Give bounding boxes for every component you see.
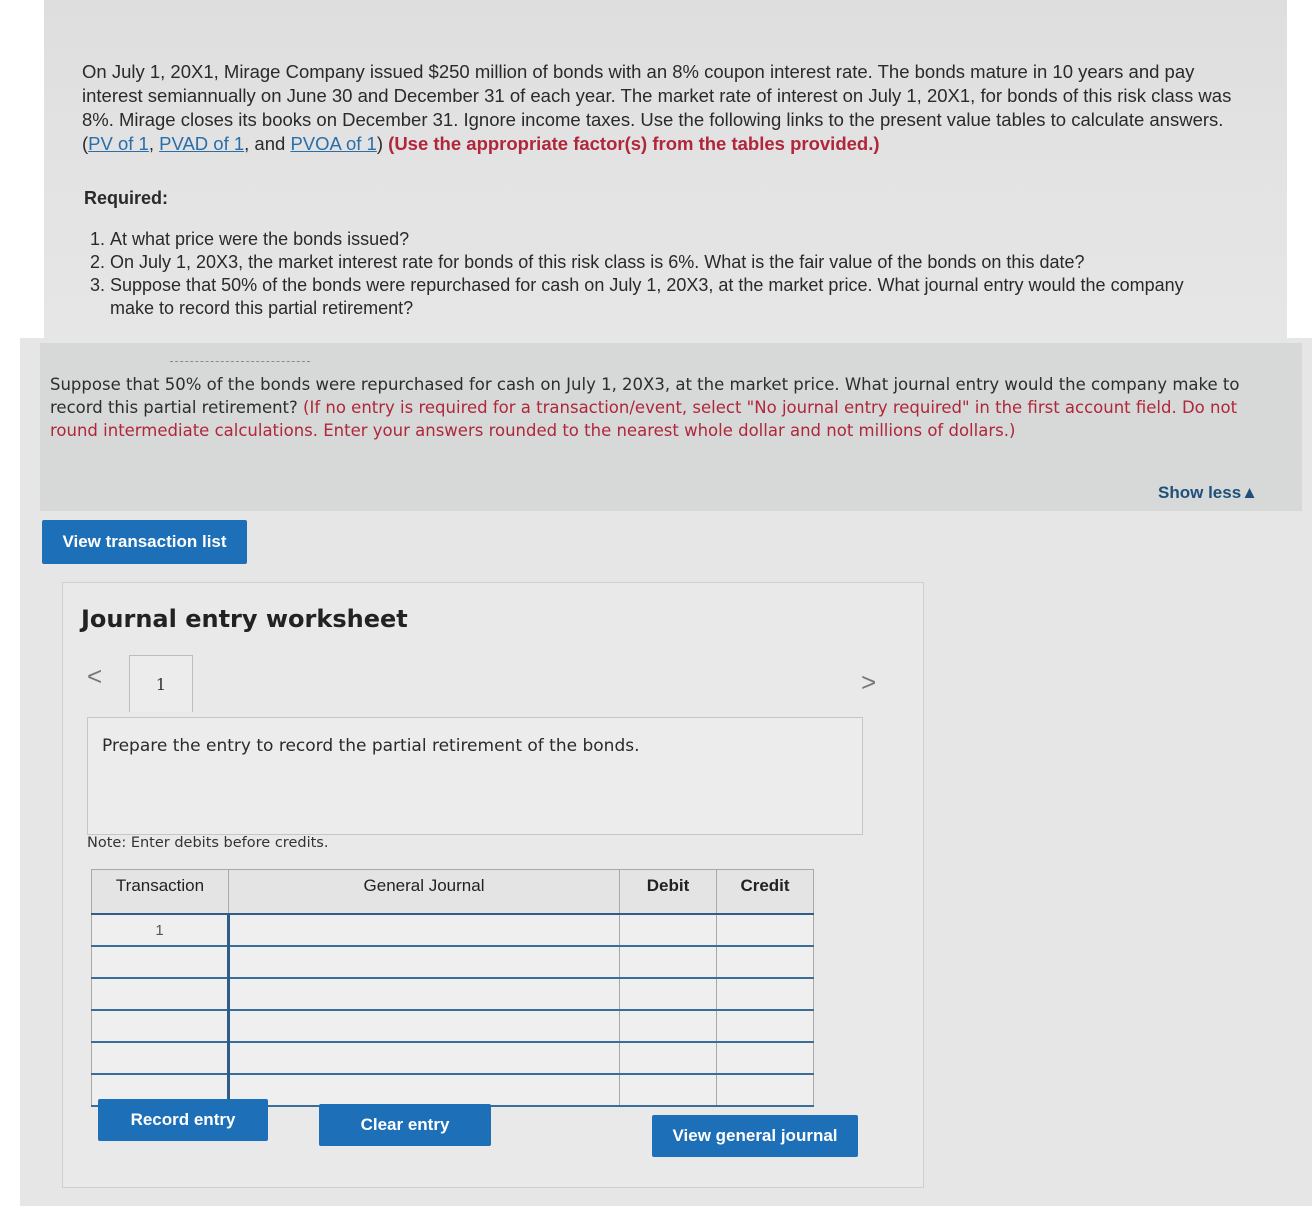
transaction-tab-1[interactable]: 1	[129, 655, 193, 712]
credit-input[interactable]	[717, 978, 814, 1010]
pvoa-of-1-link[interactable]: PVOA of 1	[290, 133, 377, 154]
debit-input[interactable]	[620, 1042, 717, 1074]
separator: )	[376, 133, 389, 154]
transaction-column-header: Transaction	[92, 870, 229, 915]
record-entry-button[interactable]: Record entry	[98, 1099, 268, 1141]
table-row	[92, 1010, 814, 1042]
problem-panel	[44, 0, 1287, 340]
banner-divider	[170, 347, 310, 362]
requirement-number: 1.	[90, 229, 106, 249]
show-less-toggle[interactable]: Show less▲	[1158, 483, 1258, 502]
debit-column-header: Debit	[620, 870, 717, 915]
table-row	[92, 914, 814, 946]
requirements-list	[90, 228, 1210, 320]
debit-input[interactable]	[620, 946, 717, 978]
separator: ,	[148, 133, 160, 154]
next-arrow-icon[interactable]: >	[861, 667, 877, 697]
problem-intro	[82, 60, 1242, 156]
credit-input[interactable]	[717, 946, 814, 978]
account-select[interactable]	[229, 1042, 620, 1074]
debit-input[interactable]	[620, 978, 717, 1010]
journal-header-row	[92, 870, 814, 915]
instruction-text: Prepare the entry to record the partial retirement of the bonds.	[102, 736, 640, 756]
account-select[interactable]	[229, 946, 620, 978]
clear-entry-button[interactable]: Clear entry	[319, 1104, 491, 1146]
account-select[interactable]	[229, 1074, 620, 1106]
question-main: Suppose that 50% of the bonds were repurchased for cash on July 1, 20X3, at the market price. What journal entry would the company make to record this partial retirement?	[50, 375, 1240, 417]
view-transaction-list-button[interactable]: View transaction list	[42, 520, 247, 564]
question-banner	[40, 343, 1302, 511]
required-label: Required:	[84, 188, 169, 208]
question-text	[50, 373, 1270, 442]
question-hint: (If no entry is required for a transaction/event, select "No journal entry required" in the first account field. Do not round intermediate calculations. Enter your answers rounded to the nearest whole dollar and not millions of dollars.)	[50, 398, 1238, 440]
debit-input[interactable]	[620, 914, 717, 946]
transaction-cell	[92, 978, 229, 1010]
separator: , and	[244, 133, 291, 154]
account-select[interactable]	[229, 1010, 620, 1042]
account-select[interactable]	[229, 914, 620, 946]
requirement-number: 3.	[90, 275, 106, 295]
factor-hint: (Use the appropriate factor(s) from the tables provided.)	[388, 133, 880, 154]
transaction-cell	[92, 1010, 229, 1042]
debits-note: Note: Enter debits before credits.	[87, 835, 329, 851]
view-general-journal-button[interactable]: View general journal	[652, 1115, 858, 1157]
table-row	[92, 978, 814, 1010]
problem-intro-text: On July 1, 20X1, Mirage Company issued $250 million of bonds with an 8% coupon interest rate. The bonds mature in 10 years and pay interest semiannually on June 30 and December 31 of each year. The market rate of interest on July 1, 20X1, for bonds of this risk class was 8%. Mirage closes its books on December 31. Ignore income taxes. Use the following links to the present value tables to calculate answers. (	[82, 61, 1232, 154]
transaction-cell	[92, 946, 229, 978]
transaction-cell: 1	[92, 914, 229, 946]
general-journal-column-header: General Journal	[229, 870, 620, 915]
debit-input[interactable]	[620, 1074, 717, 1106]
requirement-number: 2.	[90, 252, 106, 272]
requirement-item	[90, 274, 1210, 320]
credit-column-header: Credit	[717, 870, 814, 915]
pvad-of-1-link[interactable]: PVAD of 1	[159, 133, 245, 154]
instruction-box	[87, 717, 863, 835]
account-select[interactable]	[229, 978, 620, 1010]
requirement-item	[90, 228, 1210, 251]
pv-of-1-link[interactable]: PV of 1	[88, 133, 149, 154]
credit-input[interactable]	[717, 914, 814, 946]
credit-input[interactable]	[717, 1042, 814, 1074]
requirement-text: At what price were the bonds issued?	[110, 229, 410, 249]
transaction-cell	[92, 1042, 229, 1074]
journal-table	[91, 869, 814, 1107]
worksheet-title: Journal entry worksheet	[81, 605, 408, 633]
requirement-text: On July 1, 20X3, the market interest rate for bonds of this risk class is 6%. What is the fair value of the bonds on this date?	[110, 252, 1085, 272]
table-row	[92, 1042, 814, 1074]
previous-arrow-icon[interactable]: <	[87, 661, 103, 691]
requirement-text: Suppose that 50% of the bonds were repurchased for cash on July 1, 20X3, at the market price. What journal entry would the company make to record this partial retirement?	[110, 275, 1184, 318]
credit-input[interactable]	[717, 1074, 814, 1106]
requirement-item	[90, 251, 1210, 274]
credit-input[interactable]	[717, 1010, 814, 1042]
journal-entry-worksheet	[62, 582, 924, 1188]
debit-input[interactable]	[620, 1010, 717, 1042]
table-row	[92, 946, 814, 978]
worksheet-section	[20, 338, 1312, 1206]
